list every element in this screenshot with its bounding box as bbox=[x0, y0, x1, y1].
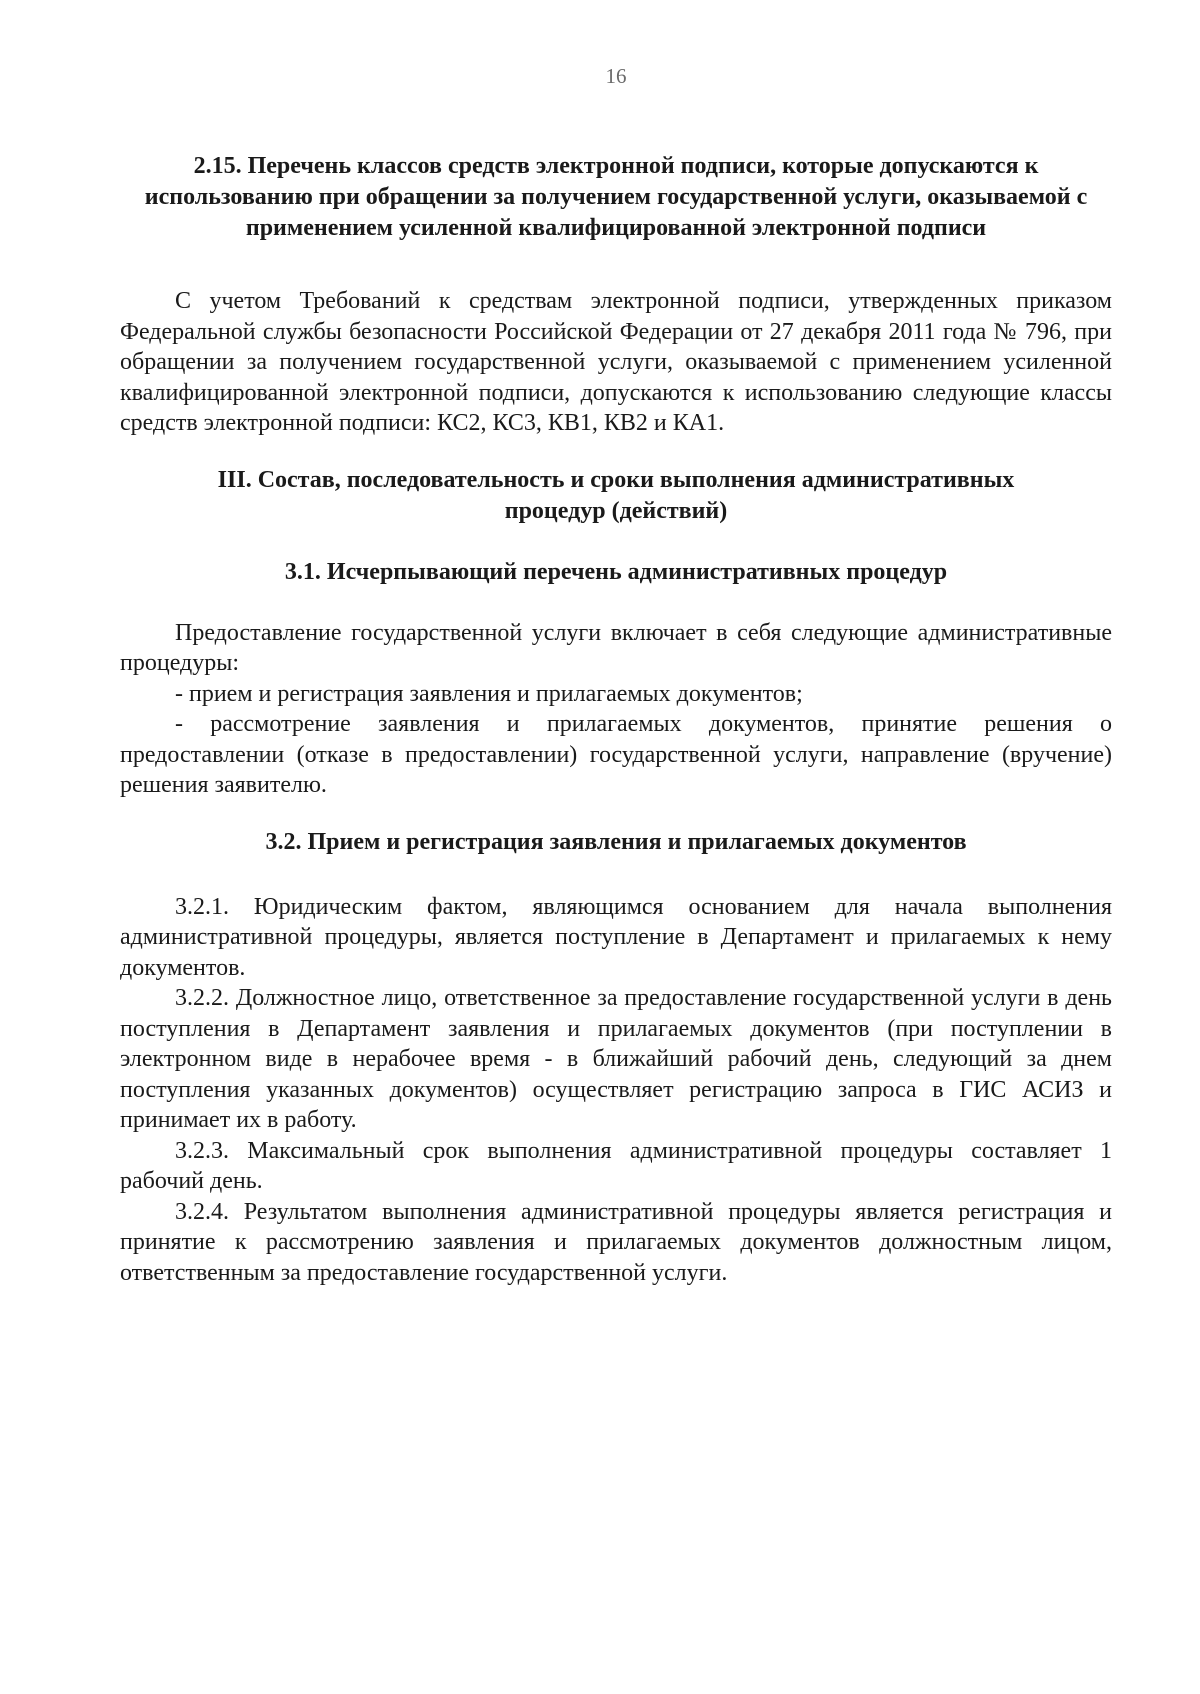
paragraph-3-2-3: 3.2.3. Максимальный срок выполнения административной процедуры составляет 1 рабочий день. bbox=[120, 1137, 1112, 1194]
paragraph-3-2-1: 3.2.1. Юридическим фактом, являющимся основанием для начала выполнения административной процедуры, является поступление в Департамент и прилагаемых к нему документов. bbox=[120, 893, 1112, 981]
paragraph-3-2-2: 3.2.2. Должностное лицо, ответственное за предоставление государственной услуги в день поступления в Департамент заявления и прилагаемых документов (при поступлении в электронном виде в нерабочее время - в ближайший рабочий день, следующий за днем поступления указанных документов) осуществляет регистрацию запроса в ГИС АСИЗ и принимает их в работу. bbox=[120, 985, 1112, 1133]
procedure-list-item: - рассмотрение заявления и прилагаемых документов, принятие решения о предоставлении (отказе в предоставлении) государственной услуги, направление (вручение) решения заявителю. bbox=[120, 711, 1112, 798]
section-3-1-heading: 3.1. Исчерпывающий перечень административных процедур bbox=[284, 558, 948, 585]
section-3-2-heading: 3.2. Прием и регистрация заявления и прилагаемых документов bbox=[265, 828, 967, 855]
section-2-15-paragraph: С учетом Требований к средствам электронной подписи, утвержденных приказом Федеральной службы безопасности Российской Федерации от 27 декабря 2011 года № 796, при обращении за получением государственной услуги, оказываемой с применением усиленной квалифицированной электронной подписи, допускаются к использованию следующие классы средств электронной подписи: КС2, КС3, КВ1, КВ2 и КА1. bbox=[120, 288, 1112, 436]
page-number: 16 bbox=[605, 64, 627, 88]
paragraph-3-2-4: 3.2.4. Результатом выполнения административной процедуры является регистрация и принятие к рассмотрению заявления и прилагаемых документов должностным лицом, ответственным за предоставление государственной услуги. bbox=[120, 1198, 1112, 1286]
section-2-15-heading: 2.15. Перечень классов средств электронной подписи, которые допускаются к использованию при обращении за получением государственной услуги, оказываемой с применением усиленной квалифицированной электронной подписи bbox=[144, 153, 1088, 241]
section-3-heading: III. Состав, последовательность и сроки выполнения административных процедур (действий) bbox=[217, 466, 1015, 524]
section-3-1-intro: Предоставление государственной услуги включает в себя следующие административные процедуры: bbox=[120, 619, 1112, 676]
procedure-list-item: - прием и регистрация заявления и прилагаемых документов; bbox=[175, 680, 803, 707]
